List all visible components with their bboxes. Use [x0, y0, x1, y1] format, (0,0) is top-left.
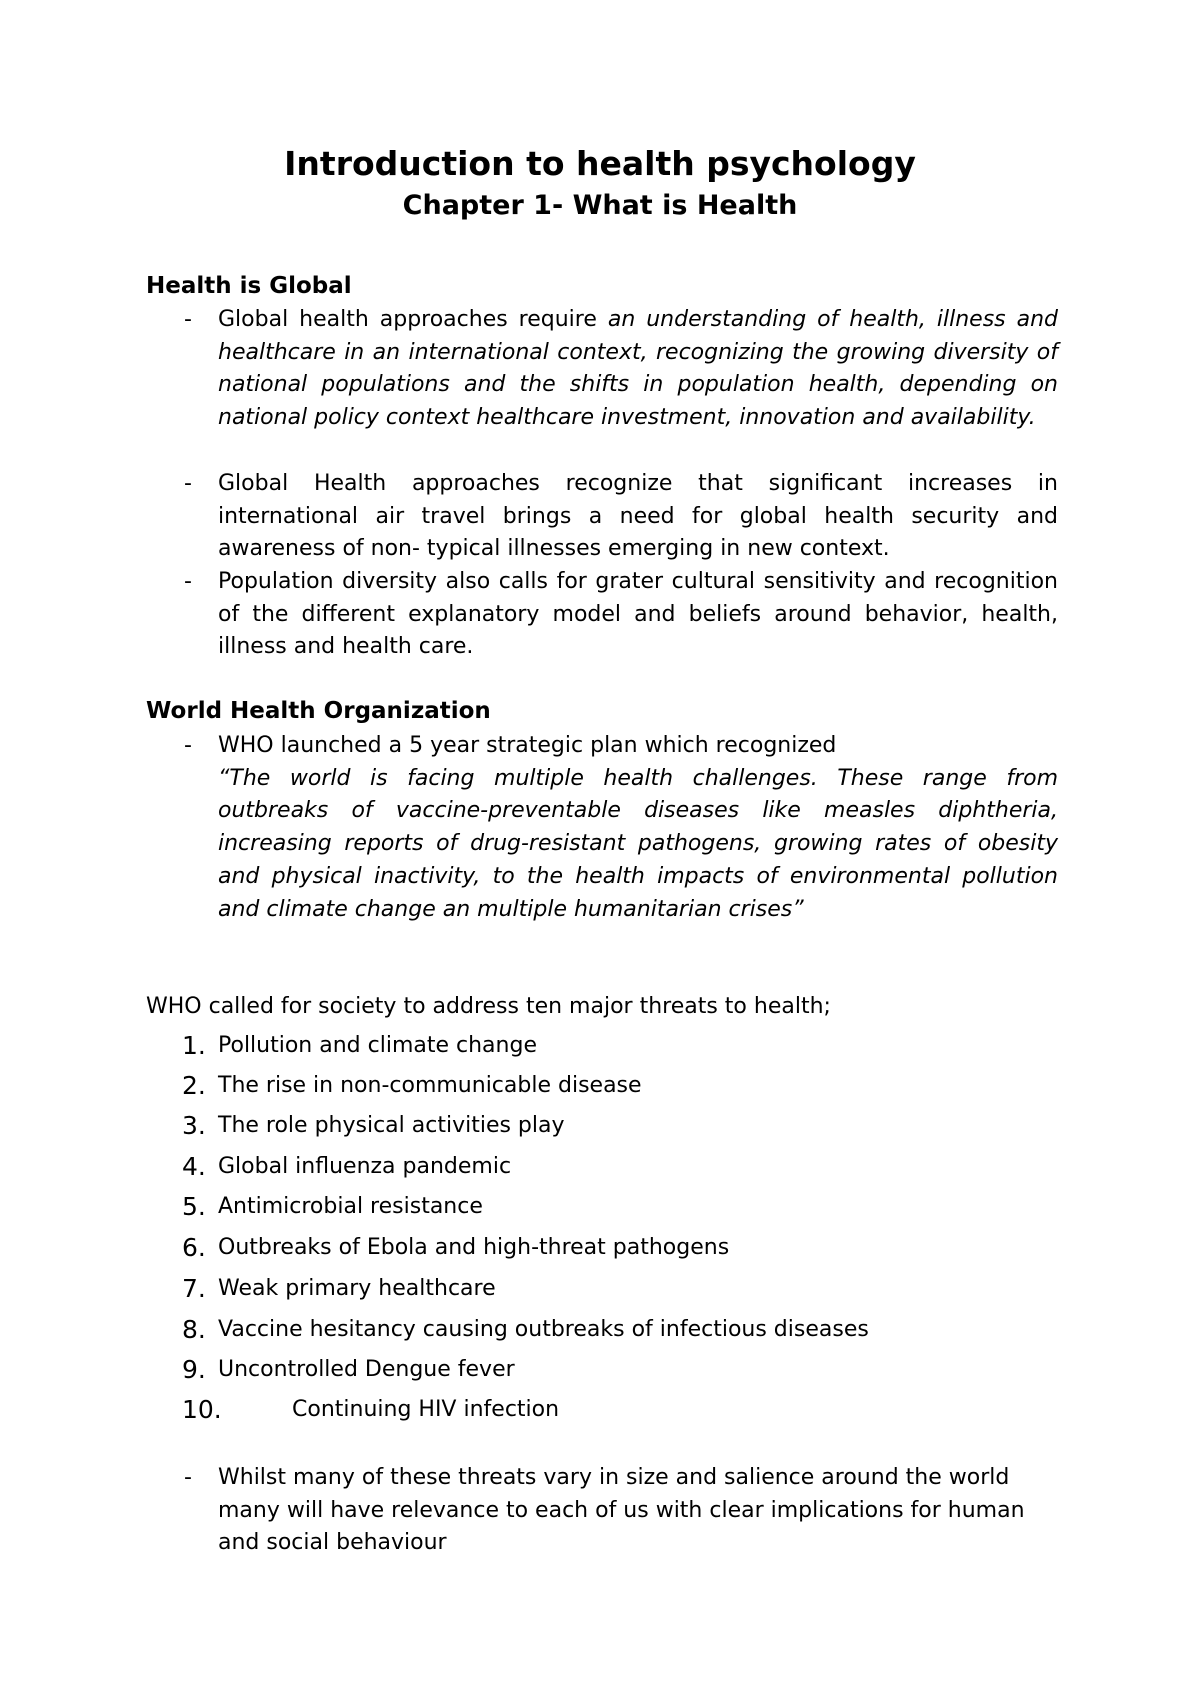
document-title: Introduction to health psychology [284, 144, 916, 183]
bullet-plain-text: Global health approaches require [218, 307, 608, 332]
bullet-global-health-approaches [146, 304, 1058, 435]
bullet-dash: - [184, 471, 192, 496]
section-heading-health-is-global: Health is Global [146, 273, 352, 299]
bullet-italic-text: an understanding of health, illness and healthcare in an international context, recognizing the growing diversity of national populations and the shifts in population health, depending on national policy context healthcare investment, innovation and availability. [218, 307, 1058, 431]
list-number: 6. [182, 1233, 206, 1262]
list-text: Pollution and climate change [218, 1033, 537, 1058]
list-text: Continuing HIV infection [292, 1397, 560, 1422]
list-text: Antimicrobial resistance [218, 1194, 483, 1219]
list-number: 2. [182, 1071, 206, 1100]
bullet-who-strategic-plan [146, 730, 1058, 926]
bullet-dash: - [184, 307, 192, 332]
bullet-dash: - [184, 733, 192, 758]
list-number: 5. [182, 1192, 206, 1221]
list-number: 9. [182, 1355, 206, 1384]
bullet-plain-text: WHO launched a 5 year strategic plan which recognized [218, 733, 837, 758]
list-text: Vaccine hesitancy causing outbreaks of infectious diseases [218, 1317, 869, 1342]
bullet-text [218, 304, 1058, 435]
bullet-closing-remark [146, 1462, 1058, 1560]
bullet-text [218, 730, 1058, 926]
list-text: The role physical activities play [218, 1113, 565, 1138]
list-number: 10. [182, 1395, 222, 1424]
bullet-population-diversity [146, 566, 1058, 664]
list-number: 4. [182, 1152, 206, 1181]
bullet-air-travel [146, 468, 1058, 566]
list-number: 3. [182, 1111, 206, 1140]
list-text: Outbreaks of Ebola and high-threat pathogens [218, 1235, 730, 1260]
list-text: Uncontrolled Dengue fever [218, 1357, 515, 1382]
section-heading-who: World Health Organization [146, 698, 491, 724]
bullet-text: Global Health approaches recognize that significant increases in international air travel brings a need for global health security and awareness of non- typical illnesses emerging in new context. [218, 471, 1058, 562]
list-number: 1. [182, 1031, 206, 1060]
chapter-title: Chapter 1- What is Health [402, 190, 798, 221]
list-text: Weak primary healthcare [218, 1276, 496, 1301]
threats-intro: WHO called for society to address ten major threats to health; [146, 994, 831, 1019]
bullet-dash: - [184, 1465, 192, 1490]
list-text: Global influenza pandemic [218, 1154, 512, 1179]
bullet-text: Whilst many of these threats vary in size and salience around the world many will have relevance to each of us with clear implications for human and social behaviour [218, 1465, 1025, 1556]
list-number: 7. [182, 1274, 206, 1303]
list-number: 8. [182, 1315, 206, 1344]
list-text: The rise in non-communicable disease [218, 1073, 642, 1098]
bullet-dash: - [184, 569, 192, 594]
bullet-text: Population diversity also calls for grater cultural sensitivity and recognition of the different explanatory model and beliefs around behavior, health, illness and health care. [218, 569, 1058, 660]
who-quote: “The world is facing multiple health challenges. These range from outbreaks of vaccine-preventable diseases like measles diphtheria, increasing reports of drug-resistant pathogens, growing rates of obesity and physical inactivity, to the health impacts of environmental pollution and climate change an multiple humanitarian crises” [218, 765, 1058, 922]
